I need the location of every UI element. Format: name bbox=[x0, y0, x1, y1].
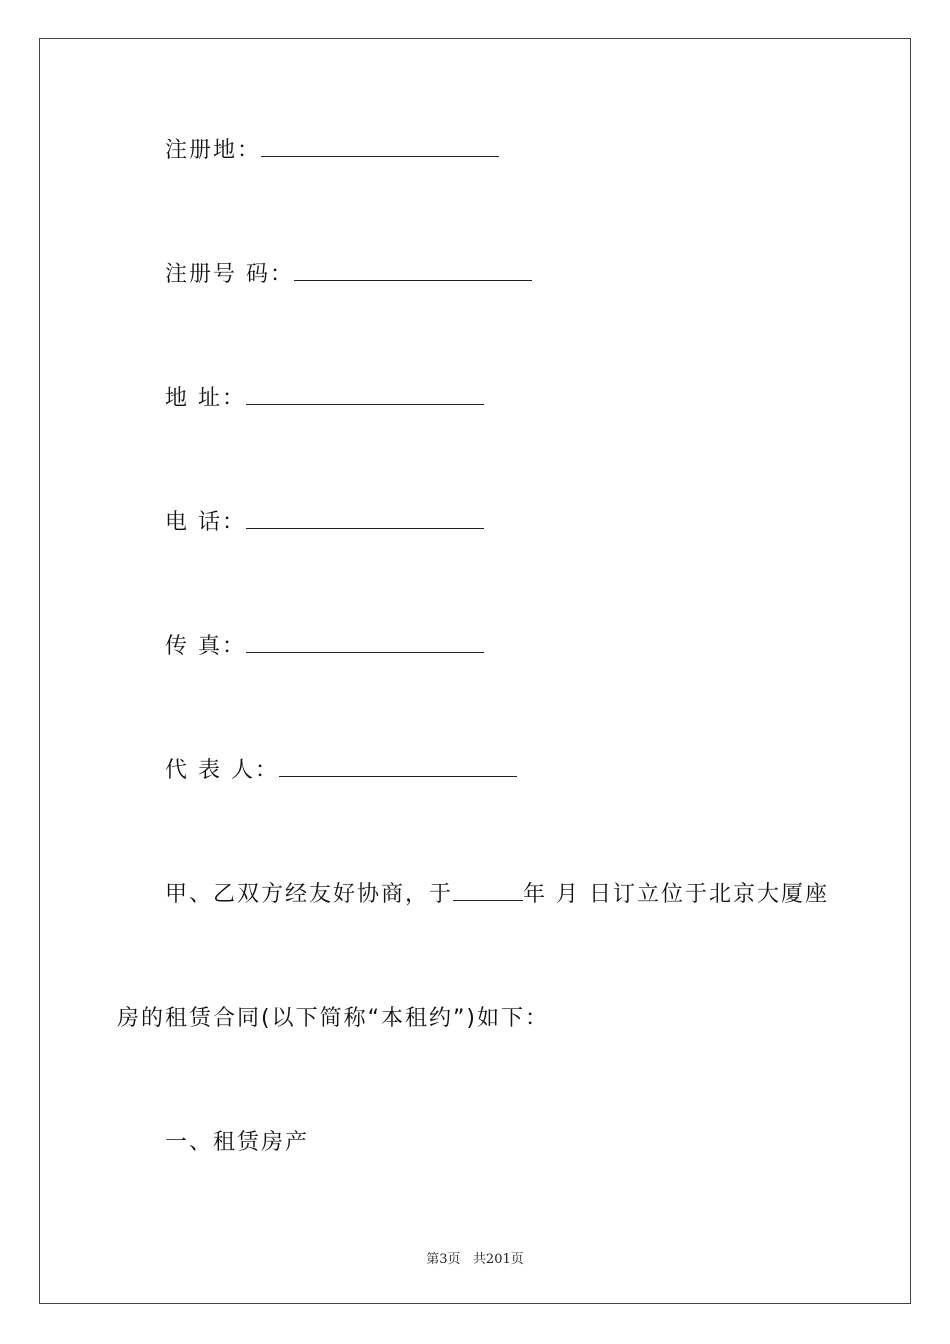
field-label: 代 表 人： bbox=[165, 758, 279, 783]
field-registration-number bbox=[165, 262, 532, 288]
paragraph-line-2 bbox=[117, 1006, 549, 1032]
blank-line bbox=[246, 510, 484, 529]
blank-line bbox=[261, 138, 499, 157]
field-label: 注册地： bbox=[165, 138, 262, 163]
field-representative bbox=[165, 758, 517, 784]
blank-line bbox=[279, 758, 517, 777]
page-footer: 第3页 共201页 bbox=[426, 1252, 524, 1267]
field-registered-address bbox=[165, 138, 499, 164]
paragraph-text: 房的租赁合同(以下简称“本租约”)如下： bbox=[117, 1006, 549, 1031]
section-heading: 一、租赁房产 bbox=[165, 1130, 310, 1155]
field-label: 注册号 码： bbox=[165, 262, 294, 287]
page-border bbox=[39, 38, 911, 1304]
paragraph-line-1 bbox=[165, 882, 829, 908]
blank-line bbox=[453, 882, 523, 901]
field-label: 地 址： bbox=[165, 386, 246, 411]
paragraph-text: 年 月 日订立位于北京大厦座 bbox=[523, 882, 830, 907]
field-address bbox=[165, 386, 484, 412]
field-phone bbox=[165, 510, 484, 536]
blank-line bbox=[246, 386, 484, 405]
paragraph-text: 甲、乙双方经友好协商，于 bbox=[165, 882, 454, 907]
field-fax bbox=[165, 634, 484, 660]
field-label: 传 真： bbox=[165, 634, 246, 659]
blank-line bbox=[294, 262, 532, 281]
blank-line bbox=[246, 634, 484, 653]
field-label: 电 话： bbox=[165, 510, 246, 535]
